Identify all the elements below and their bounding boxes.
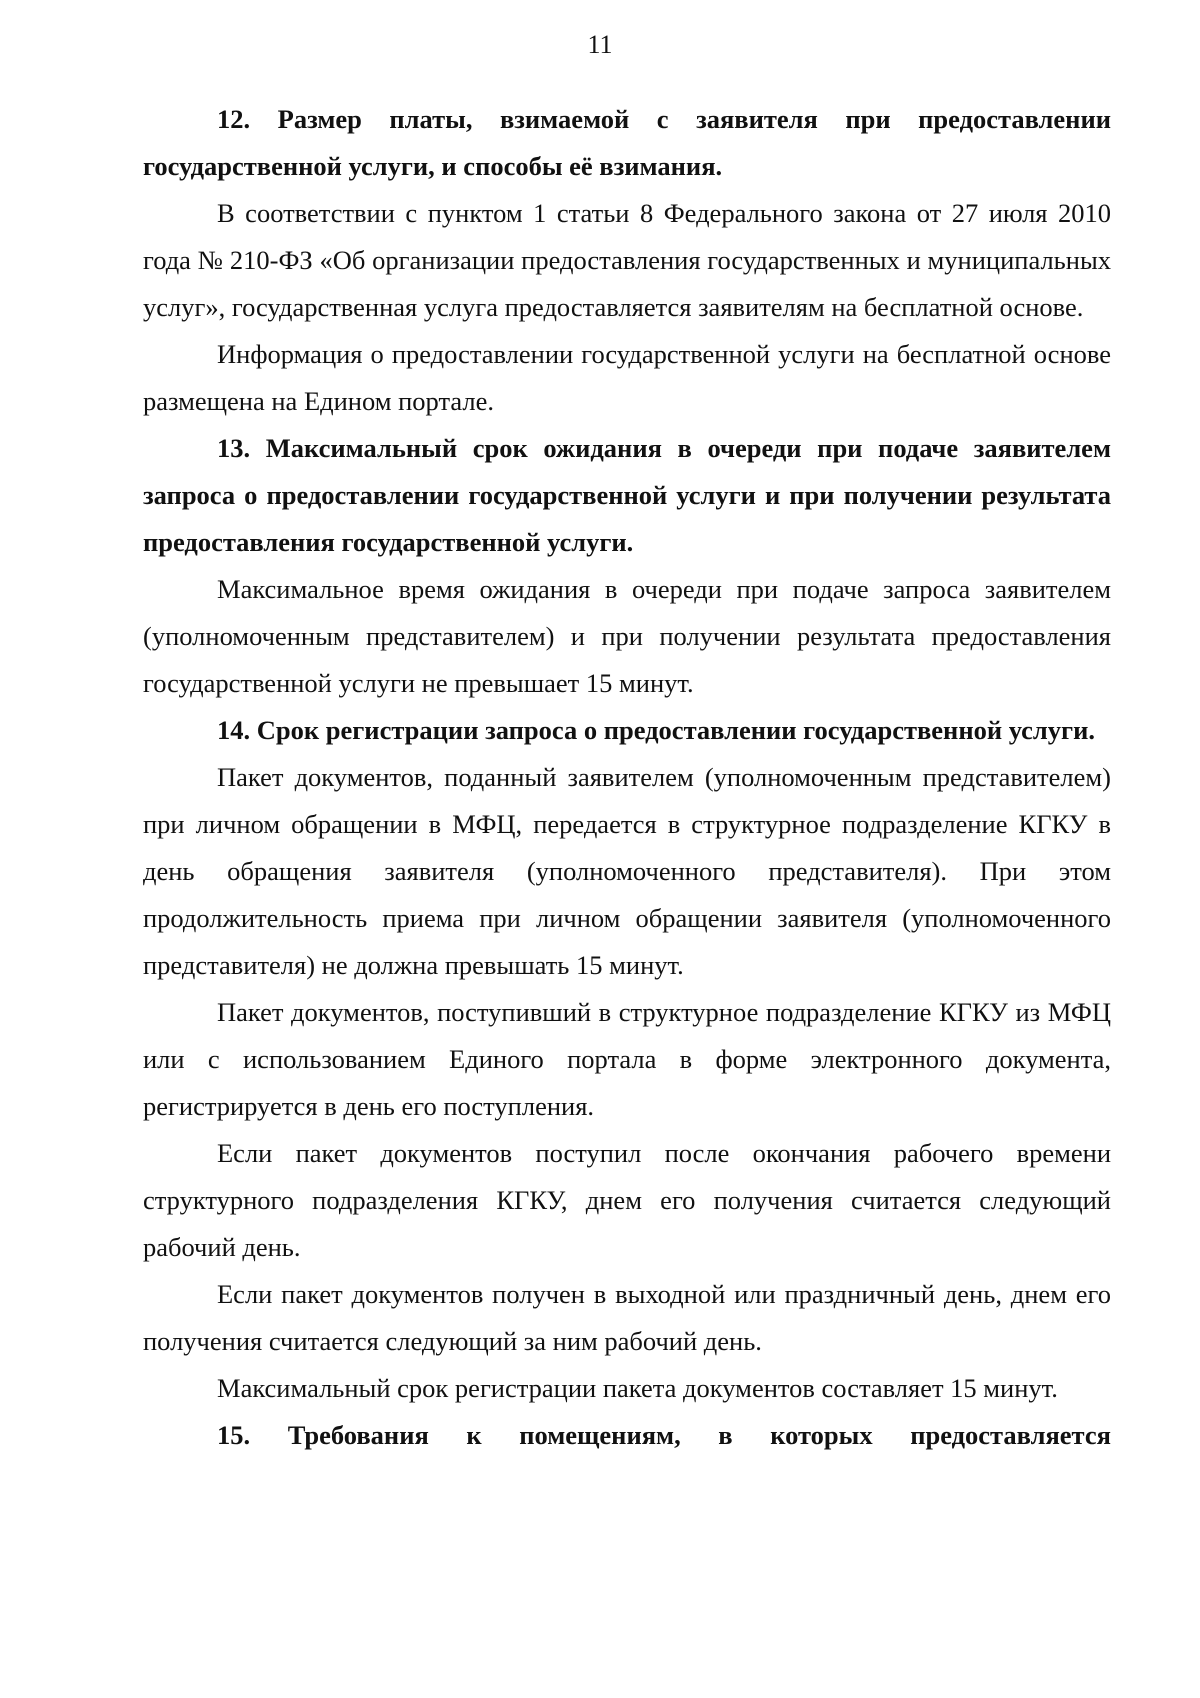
document-body (143, 96, 1111, 1459)
page-number: 11 (587, 30, 613, 59)
paragraph-max-registration: Максимальный срок регистрации пакета документов составляет 15 минут. (217, 1373, 1058, 1403)
section-heading-15: 15. Требования к помещениям, в которых предоставляется (217, 1420, 1111, 1450)
paragraph-holiday: Если пакет документов получен в выходной или праздничный день, днем его получения считается следующий за ним рабочий день. (143, 1279, 1111, 1356)
section-heading-13: 13. Максимальный срок ожидания в очереди при подаче заявителем запроса о предоставлении государственной услуги и при получении результата предоставления государственной услуги. (143, 433, 1111, 557)
paragraph-fee-info: Информация о предоставлении государственной услуги на бесплатной основе размещена на Едином портале. (143, 339, 1111, 416)
paragraph-registration-day: Пакет документов, поступивший в структурное подразделение КГКУ из МФЦ или с использованием Единого портала в форме электронного документа, регистрируется в день его поступления. (143, 997, 1111, 1121)
paragraph-mfc-transfer: Пакет документов, поданный заявителем (уполномоченным представителем) при личном обращении в МФЦ, передается в структурное подразделение КГКУ в день обращения заявителя (уполномоченного представителя). При этом продолжительность приема при личном обращении заявителя (уполномоченного представителя) не должна превышать 15 минут. (143, 762, 1111, 980)
paragraph-waiting-time: Максимальное время ожидания в очереди при подаче запроса заявителем (уполномоченным представителем) и при получении результата предоставления государственной услуги не превышает 15 минут. (143, 574, 1111, 698)
paragraph-after-hours: Если пакет документов поступил после окончания рабочего времени структурного подразделения КГКУ, днем его получения считается следующий рабочий день. (143, 1138, 1111, 1262)
section-heading-14: 14. Срок регистрации запроса о предоставлении государственной услуги. (217, 715, 1095, 745)
paragraph-fee-free: В соответствии с пунктом 1 статьи 8 Федерального закона от 27 июля 2010 года № 210-ФЗ «Об организации предоставления государственных и муниципальных услуг», государственная услуга предоставляется заявителям на бесплатной основе. (143, 198, 1111, 322)
section-heading-12: 12. Размер платы, взимаемой с заявителя при предоставлении государственной услуги, и способы её взимания. (143, 104, 1111, 181)
